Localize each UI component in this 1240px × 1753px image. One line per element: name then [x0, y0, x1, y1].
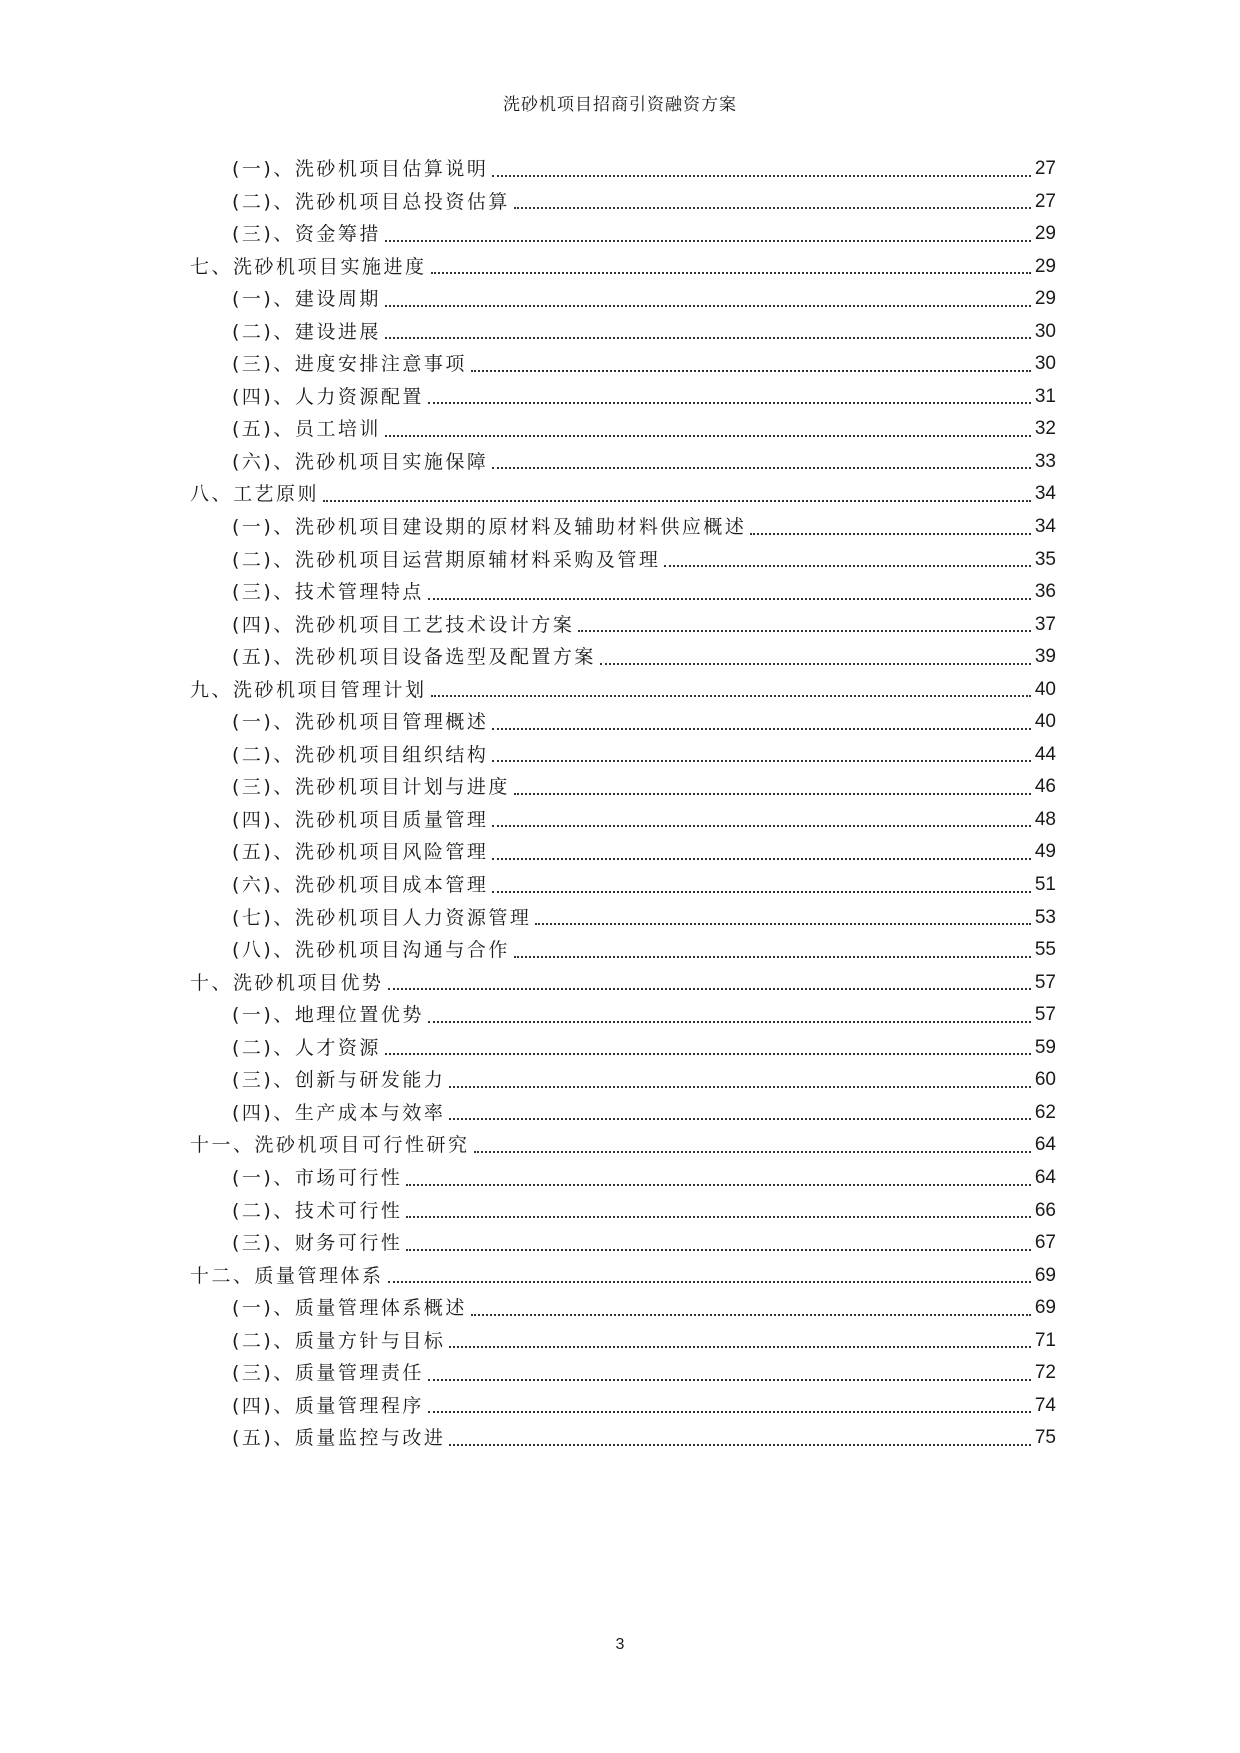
toc-dot-leader [385, 305, 1031, 307]
toc-entry-page-number: 55 [1034, 939, 1056, 961]
toc-section-entry[interactable] [190, 739, 1056, 772]
toc-entry-page-number: 34 [1034, 483, 1056, 505]
toc-entry-label: (三)、资金筹措 [232, 223, 381, 246]
toc-dot-leader [600, 663, 1031, 665]
toc-dot-leader [428, 402, 1031, 404]
toc-entry-label: (一)、建设周期 [232, 288, 381, 311]
toc-entry-page-number: 69 [1034, 1264, 1056, 1286]
toc-entry-label: (三)、创新与研发能力 [232, 1069, 446, 1092]
toc-section-entry[interactable] [190, 1097, 1056, 1130]
toc-entry-page-number: 72 [1034, 1362, 1056, 1384]
toc-dot-leader [323, 500, 1031, 502]
toc-entry-label: (四)、洗砂机项目工艺技术设计方案 [232, 613, 575, 636]
toc-entry-page-number: 59 [1034, 1036, 1056, 1058]
toc-entry-label: (二)、建设进展 [232, 320, 381, 343]
toc-section-entry[interactable] [190, 869, 1056, 902]
toc-entry-page-number: 64 [1034, 1166, 1056, 1188]
toc-entry-label: (二)、洗砂机项目组织结构 [232, 743, 489, 766]
toc-entry-label: (六)、洗砂机项目实施保障 [232, 450, 489, 473]
toc-entry-label: (一)、地理位置优势 [232, 1004, 424, 1027]
toc-entry-page-number: 36 [1034, 581, 1056, 603]
toc-entry-label: (二)、质量方针与目标 [232, 1329, 446, 1352]
toc-entry-label: (一)、市场可行性 [232, 1166, 403, 1189]
toc-section-entry[interactable] [190, 1064, 1056, 1097]
toc-section-entry[interactable] [190, 1357, 1056, 1390]
toc-entry-page-number: 75 [1034, 1427, 1056, 1449]
toc-entry-label: (四)、质量管理程序 [232, 1394, 424, 1417]
table-of-contents [190, 153, 1056, 1455]
toc-section-entry[interactable] [190, 804, 1056, 837]
toc-entry-page-number: 29 [1034, 288, 1056, 310]
toc-section-entry[interactable] [190, 446, 1056, 479]
toc-entry-label: 九、洗砂机项目管理计划 [190, 678, 427, 701]
toc-entry-page-number: 67 [1034, 1232, 1056, 1254]
toc-entry-label: (二)、技术可行性 [232, 1199, 403, 1222]
toc-entry-label: (二)、洗砂机项目运营期原辅材料采购及管理 [232, 548, 661, 571]
toc-entry-label: (三)、洗砂机项目计划与进度 [232, 776, 510, 799]
toc-entry-label: 十一、洗砂机项目可行性研究 [190, 1134, 470, 1157]
toc-entry-page-number: 40 [1034, 711, 1056, 733]
toc-entry-label: (四)、洗砂机项目质量管理 [232, 808, 489, 831]
toc-entry-label: (七)、洗砂机项目人力资源管理 [232, 906, 532, 929]
toc-section-entry[interactable] [190, 1292, 1056, 1325]
toc-section-entry[interactable] [190, 283, 1056, 316]
toc-entry-label: 十、洗砂机项目优势 [190, 971, 384, 994]
toc-section-entry[interactable] [190, 609, 1056, 642]
toc-entry-label: (一)、洗砂机项目管理概述 [232, 711, 489, 734]
toc-chapter-entry[interactable] [190, 1129, 1056, 1162]
page-header-title: 洗砂机项目招商引资融资方案 [503, 95, 737, 115]
toc-entry-label: (三)、质量管理责任 [232, 1362, 424, 1385]
toc-dot-leader [388, 988, 1031, 990]
toc-entry-label: (五)、洗砂机项目设备选型及配置方案 [232, 646, 596, 669]
toc-dot-leader [385, 240, 1031, 242]
toc-section-entry[interactable] [190, 934, 1056, 967]
toc-section-entry[interactable] [190, 902, 1056, 935]
toc-entry-label: (四)、人力资源配置 [232, 385, 424, 408]
toc-entry-page-number: 64 [1034, 1134, 1056, 1156]
toc-dot-leader [471, 1314, 1031, 1316]
toc-section-entry[interactable] [190, 413, 1056, 446]
toc-section-entry[interactable] [190, 153, 1056, 186]
toc-entry-page-number: 27 [1034, 190, 1056, 212]
toc-entry-page-number: 29 [1034, 223, 1056, 245]
toc-entry-label: (六)、洗砂机项目成本管理 [232, 874, 489, 897]
toc-section-entry[interactable] [190, 316, 1056, 349]
toc-dot-leader [535, 923, 1031, 925]
toc-dot-leader [750, 533, 1031, 535]
toc-entry-page-number: 32 [1034, 418, 1056, 440]
toc-dot-leader [385, 435, 1031, 437]
toc-entry-page-number: 53 [1034, 906, 1056, 928]
toc-entry-page-number: 30 [1034, 353, 1056, 375]
toc-dot-leader [449, 1346, 1031, 1348]
toc-dot-leader [578, 630, 1031, 632]
toc-section-entry[interactable] [190, 1032, 1056, 1065]
toc-dot-leader [406, 1249, 1031, 1251]
toc-dot-leader [428, 1379, 1031, 1381]
toc-chapter-entry[interactable] [190, 478, 1056, 511]
toc-section-entry[interactable] [190, 999, 1056, 1032]
toc-entry-page-number: 44 [1034, 743, 1056, 765]
toc-dot-leader [449, 1086, 1031, 1088]
toc-dot-leader [471, 370, 1031, 372]
toc-entry-page-number: 46 [1034, 776, 1056, 798]
toc-dot-leader [388, 1281, 1031, 1283]
toc-entry-page-number: 74 [1034, 1394, 1056, 1416]
toc-section-entry[interactable] [190, 836, 1056, 869]
toc-dot-leader [492, 175, 1031, 177]
toc-chapter-entry[interactable] [190, 674, 1056, 707]
toc-dot-leader [492, 891, 1031, 893]
toc-entry-label: (五)、员工培训 [232, 418, 381, 441]
toc-section-entry[interactable] [190, 706, 1056, 739]
toc-dot-leader [428, 598, 1031, 600]
toc-chapter-entry[interactable] [190, 251, 1056, 284]
toc-section-entry[interactable] [190, 544, 1056, 577]
toc-entry-label: (二)、人才资源 [232, 1036, 381, 1059]
toc-entry-page-number: 71 [1034, 1329, 1056, 1351]
toc-dot-leader [431, 272, 1031, 274]
toc-entry-page-number: 29 [1034, 255, 1056, 277]
toc-entry-label: (五)、质量监控与改进 [232, 1427, 446, 1450]
toc-section-entry[interactable] [190, 1227, 1056, 1260]
toc-entry-page-number: 34 [1034, 516, 1056, 538]
toc-dot-leader [406, 1216, 1031, 1218]
toc-entry-page-number: 62 [1034, 1101, 1056, 1123]
toc-entry-page-number: 37 [1034, 613, 1056, 635]
toc-dot-leader [449, 1444, 1031, 1446]
toc-section-entry[interactable] [190, 1390, 1056, 1423]
toc-section-entry[interactable] [190, 1162, 1056, 1195]
toc-entry-label: (一)、质量管理体系概述 [232, 1297, 467, 1320]
toc-section-entry[interactable] [190, 1422, 1056, 1455]
toc-entry-page-number: 57 [1034, 971, 1056, 993]
toc-entry-label: (二)、洗砂机项目总投资估算 [232, 190, 510, 213]
toc-entry-page-number: 27 [1034, 158, 1056, 179]
toc-section-entry[interactable] [190, 348, 1056, 381]
toc-section-entry[interactable] [190, 186, 1056, 219]
toc-entry-label: (五)、洗砂机项目风险管理 [232, 841, 489, 864]
toc-section-entry[interactable] [190, 381, 1056, 414]
toc-entry-page-number: 33 [1034, 450, 1056, 472]
toc-entry-page-number: 31 [1034, 385, 1056, 407]
toc-entry-page-number: 66 [1034, 1199, 1056, 1221]
toc-dot-leader [514, 207, 1031, 209]
toc-dot-leader [385, 337, 1031, 339]
toc-section-entry[interactable] [190, 771, 1056, 804]
toc-entry-page-number: 39 [1034, 646, 1056, 668]
toc-entry-page-number: 40 [1034, 678, 1056, 700]
toc-dot-leader [492, 825, 1031, 827]
toc-entry-page-number: 49 [1034, 841, 1056, 863]
toc-entry-label: (三)、财务可行性 [232, 1232, 403, 1255]
toc-dot-leader [514, 956, 1031, 958]
toc-entry-label: (一)、洗砂机项目建设期的原材料及辅助材料供应概述 [232, 516, 747, 539]
toc-entry-label: (四)、生产成本与效率 [232, 1101, 446, 1124]
toc-entry-page-number: 57 [1034, 1004, 1056, 1026]
toc-dot-leader [514, 793, 1031, 795]
toc-dot-leader [492, 858, 1031, 860]
toc-section-entry[interactable] [190, 1325, 1056, 1358]
toc-entry-label: (三)、进度安排注意事项 [232, 353, 467, 376]
toc-entry-page-number: 35 [1034, 548, 1056, 570]
toc-entry-label: 十二、质量管理体系 [190, 1264, 384, 1287]
toc-section-entry[interactable] [190, 576, 1056, 609]
toc-dot-leader [474, 1151, 1031, 1153]
toc-dot-leader [428, 1021, 1031, 1023]
toc-dot-leader [428, 1411, 1031, 1413]
toc-entry-label: (一)、洗砂机项目估算说明 [232, 158, 489, 180]
toc-section-entry[interactable] [190, 511, 1056, 544]
toc-entry-label: 七、洗砂机项目实施进度 [190, 255, 427, 278]
toc-entry-page-number: 48 [1034, 808, 1056, 830]
toc-dot-leader [406, 1184, 1031, 1186]
toc-dot-leader [492, 467, 1031, 469]
toc-entry-page-number: 30 [1034, 320, 1056, 342]
toc-section-entry[interactable] [190, 218, 1056, 251]
toc-chapter-entry[interactable] [190, 1260, 1056, 1293]
toc-chapter-entry[interactable] [190, 967, 1056, 1000]
page-number: 3 [615, 1636, 625, 1653]
toc-entry-label: 八、工艺原则 [190, 483, 320, 506]
toc-dot-leader [431, 695, 1031, 697]
toc-dot-leader [492, 728, 1031, 730]
toc-entry-label: (八)、洗砂机项目沟通与合作 [232, 939, 510, 962]
toc-section-entry[interactable] [190, 1195, 1056, 1228]
toc-section-entry[interactable] [190, 641, 1056, 674]
toc-entry-page-number: 69 [1034, 1297, 1056, 1319]
toc-entry-page-number: 60 [1034, 1069, 1056, 1091]
toc-dot-leader [385, 1053, 1031, 1055]
toc-dot-leader [449, 1118, 1031, 1120]
toc-dot-leader [492, 760, 1031, 762]
toc-entry-label: (三)、技术管理特点 [232, 581, 424, 604]
toc-entry-page-number: 51 [1034, 874, 1056, 896]
toc-dot-leader [664, 565, 1031, 567]
